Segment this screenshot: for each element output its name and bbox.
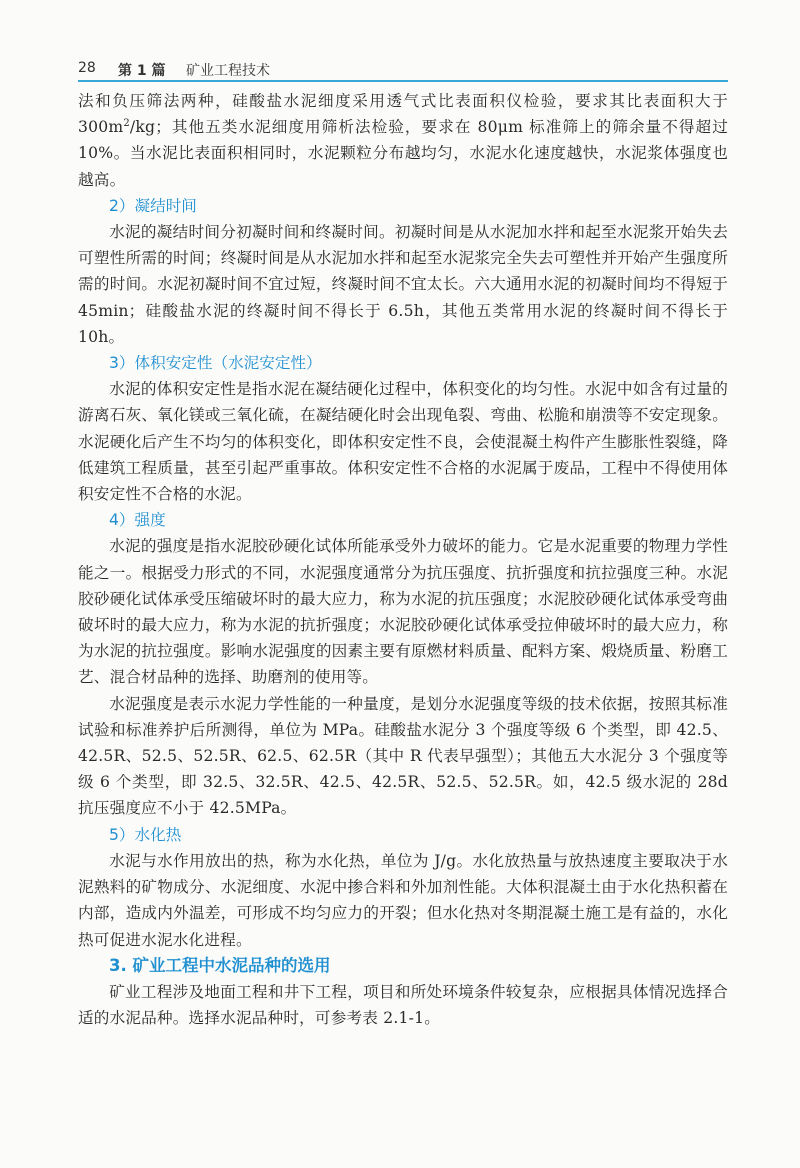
intro-text-b: /kg；其他五类水泥细度用筛析法检验，要求在 80μm 标准筛上的筛余量不得超过10%。当水泥比表面积相同时，水泥颗粒分布越均匀，水泥水化速度越快，水泥浆体强度也越高。 xyxy=(78,118,728,189)
page-body xyxy=(78,88,728,1031)
paragraph-selection: 矿业工程涉及地面工程和井下工程，项目和所处环境条件较复杂，应根据具体情况选择合适的水泥品种。选择水泥品种时，可参考表 2.1-1。 xyxy=(78,982,728,1028)
superscript: 2 xyxy=(123,118,130,130)
section-heading-selection: 3. 矿业工程中水泥品种的选用 xyxy=(109,955,331,975)
paragraph-hydration-heat: 水泥与水作用放出的热，称为水化热，单位为 J/g。水化放热量与放热速度主要取决于水泥熟料的矿物成分、水泥细度、水泥中掺合料和外加剂性能。大体积混凝土由于水化热积蓄在内部，造成内外温差，可形成不均匀应力的开裂；但水化热对冬期混凝土施工是有益的，水化热可促进水泥水化进程。 xyxy=(78,851,728,949)
paragraph-setting-time: 水泥的凝结时间分初凝时间和终凝时间。初凝时间是从水泥加水拌和起至水泥浆开始失去可塑性所需的时间；终凝时间是从水泥加水拌和起至水泥浆完全失去可塑性并开始产生强度所需的时间。水泥初凝时间不宜过短，终凝时间不宜太长。六大通用水泥的初凝时间均不得短于 45min；硅酸盐水泥的终凝时间不得长于 6.5h，其他五类常用水泥的终凝时间不得长于 10h。 xyxy=(78,223,728,346)
header-divider xyxy=(78,80,728,82)
paragraph-strength-2: 水泥强度是表示水泥力学性能的一种量度，是划分水泥强度等级的技术依据，按照其标准试验和标准养护后所测得，单位为 MPa。硅酸盐水泥分 3 个强度等级 6 个类型，即 42.5、42.5R、52.5、52.5R、62.5、62.5R（其中 R 代表早强型）；其他五大水泥分 3 个强度等级 6 个类型，即 32.5、32.5R、42.5、42.5R、52.5、52.5R。如，42.5 级水泥的 28d 抗压强度应不小于 42.5MPa。 xyxy=(78,694,728,818)
paragraph-soundness: 水泥的体积安定性是指水泥在凝结硬化过程中，体积变化的均匀性。水泥中如含有过量的游离石灰、氧化镁或三氧化硫，在凝结硬化时会出现龟裂、弯曲、松脆和崩溃等不安定现象。水泥硬化后产生不均匀的体积变化，即体积安定性不良，会使混凝土构件产生膨胀性裂缝，降低建筑工程质量，甚至引起严重事故。体积安定性不合格的水泥属于废品，工程中不得使用体积安定性不合格的水泥。 xyxy=(78,380,728,504)
section-heading-strength: 4）强度 xyxy=(109,511,166,530)
intro-text-a: 法和负压筛法两种，硅酸盐水泥细度采用透气式比表面积仪检验，要求其比表面积大于300m xyxy=(78,92,728,137)
section-heading-setting-time: 2）凝结时间 xyxy=(109,196,197,215)
intro-paragraph xyxy=(78,88,728,193)
section-heading-soundness: 3）体积安定性（水泥安定性） xyxy=(109,354,322,373)
chapter-label: 第 1 篇 xyxy=(118,63,166,79)
page-number: 28 xyxy=(78,60,96,76)
chapter-title: 矿业工程技术 xyxy=(186,63,270,79)
section-heading-hydration-heat: 5）水化热 xyxy=(109,825,182,844)
page-header xyxy=(78,58,728,80)
paragraph-strength-1: 水泥的强度是指水泥胶砂硬化试体所能承受外力破坏的能力。它是水泥重要的物理力学性能之一。根据受力形式的不同，水泥强度通常分为抗压强度、抗折强度和抗拉强度三种。水泥胶砂硬化试体承受压缩破坏时的最大应力，称为水泥的抗压强度；水泥胶砂硬化试体承受弯曲破坏时的最大应力，称为水泥的抗折强度；水泥胶砂硬化试体承受拉伸破坏时的最大应力，称为水泥的抗拉强度。影响水泥强度的因素主要有原燃材料质量、配料方案、煅烧质量、粉磨工艺、混合材品种的选择、助磨剂的使用等。 xyxy=(78,537,728,687)
